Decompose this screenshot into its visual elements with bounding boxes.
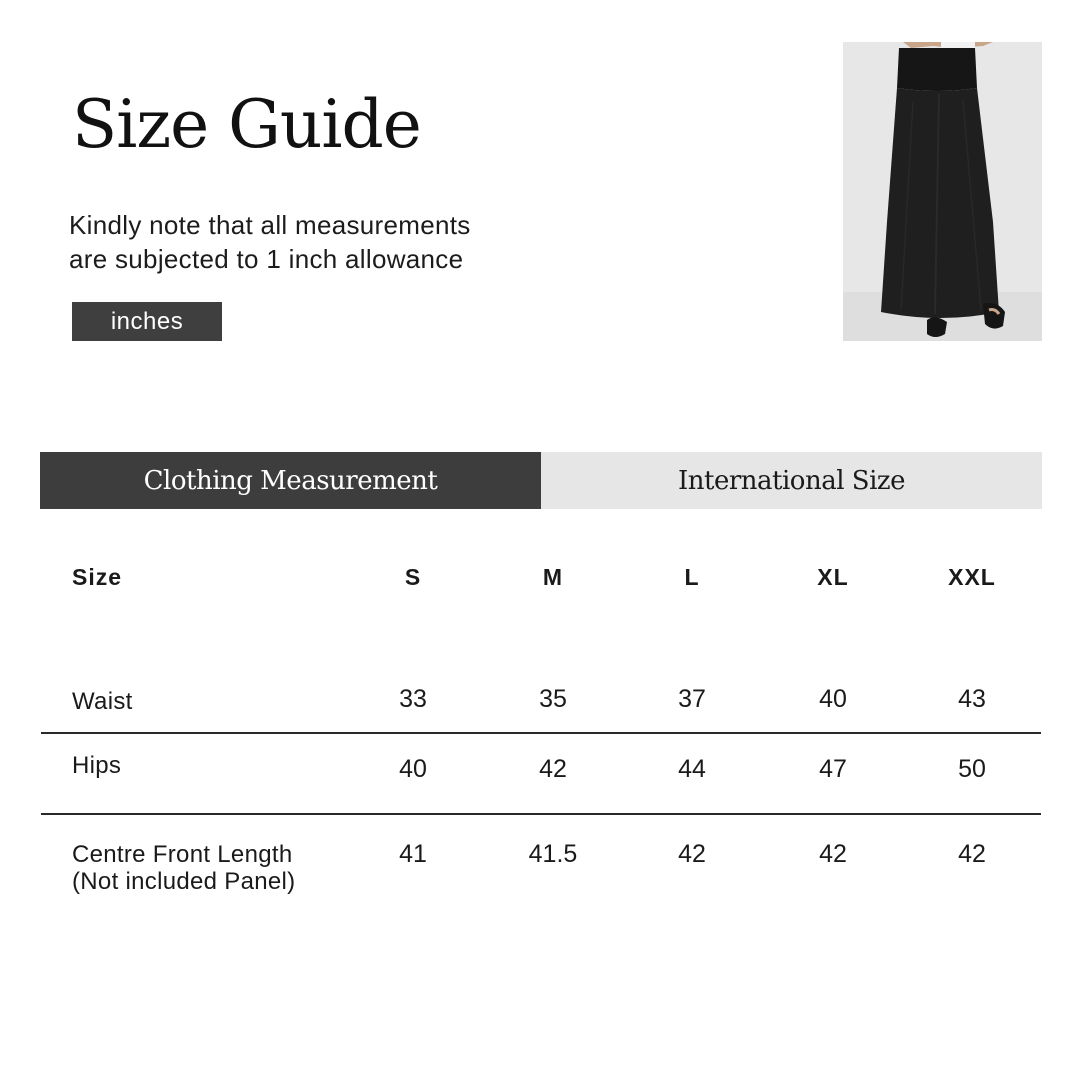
size-table [41, 540, 1041, 903]
table-cell: 41 [399, 840, 427, 868]
row-label [41, 752, 341, 779]
measurement-note-line: are subjected to 1 inch allowance [69, 244, 464, 274]
row-label-line: Waist [72, 688, 133, 715]
table-cell: 37 [678, 685, 706, 713]
size-header-label: Size [72, 564, 123, 590]
table-cell: 41.5 [528, 840, 578, 868]
size-header-s: S [404, 564, 422, 590]
table-cell: 42 [819, 840, 847, 868]
table-row-hips [41, 732, 1041, 813]
size-header-m: M [542, 564, 564, 590]
table-cell: 40 [819, 685, 847, 713]
table-cell: 43 [958, 685, 986, 713]
size-header-l: L [684, 564, 700, 590]
table-cell: 42 [539, 755, 567, 783]
table-cell: 47 [819, 755, 847, 783]
size-tabs [40, 452, 1042, 509]
size-header-xxl: XXL [948, 564, 996, 590]
row-label-line: (Not included Panel) [72, 868, 296, 895]
table-cell: 35 [539, 685, 567, 713]
table-cell: 33 [399, 685, 427, 713]
size-header-xl: XL [817, 564, 849, 590]
table-cell: 40 [399, 755, 427, 783]
table-cell: 42 [678, 840, 706, 868]
table-cell: 50 [958, 755, 986, 783]
black-maxi-skirt-photo-icon [843, 42, 1042, 341]
measurement-note [69, 208, 589, 276]
table-cell: 42 [958, 840, 986, 868]
row-label-line: Centre Front Length [72, 841, 293, 868]
table-header-row [41, 540, 1041, 648]
row-label-line: Hips [72, 752, 122, 779]
product-photo [843, 42, 1042, 341]
table-row-centre-front-length [41, 813, 1041, 903]
row-label [41, 648, 341, 715]
row-label [41, 841, 341, 895]
measurement-note-line: Kindly note that all measurements [69, 210, 471, 240]
table-cell: 44 [678, 755, 706, 783]
tab-international-size[interactable]: International Size [541, 452, 1042, 509]
table-row-waist [41, 648, 1041, 732]
tab-clothing-measurement[interactable]: Clothing Measurement [40, 452, 541, 509]
page-title: Size Guide [72, 86, 421, 163]
unit-badge[interactable]: inches [72, 302, 222, 341]
